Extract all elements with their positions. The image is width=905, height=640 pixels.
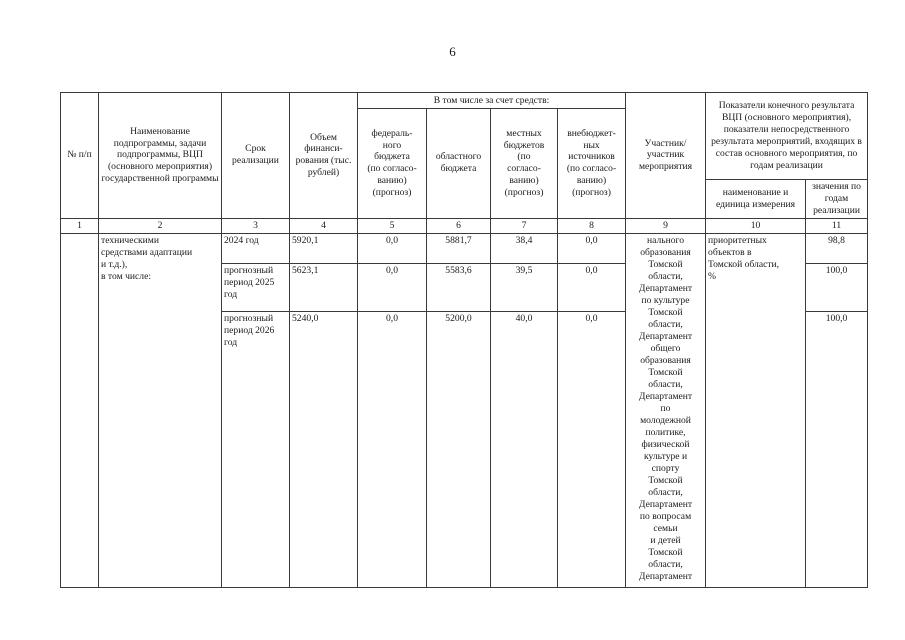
header-indicators-group: Показатели конечного результата ВЦП (основного мероприятия), показатели непосредственного результата мероприятий, входящих в состав основного мероприятия, по годам реализации xyxy=(706,93,868,180)
column-number: 9 xyxy=(626,218,706,233)
header-regional: областного бюджета xyxy=(427,109,491,219)
regional-cell: 5881,7 xyxy=(427,233,491,263)
header-federal: федераль- ного бюджета (по согласо- ванию) (прогноз) xyxy=(358,109,427,219)
row-number-cell xyxy=(61,233,99,587)
extrabudget-cell: 0,0 xyxy=(558,263,626,311)
indicator-value-cell: 98,8 xyxy=(806,233,868,263)
column-number: 11 xyxy=(806,218,868,233)
header-name: Наименование подпрограммы, задачи подпрограммы, ВЦП (основного мероприятия) государственной программы xyxy=(99,93,222,219)
extrabudget-cell: 0,0 xyxy=(558,311,626,587)
regional-cell: 5200,0 xyxy=(427,311,491,587)
column-number: 1 xyxy=(61,218,99,233)
column-number: 10 xyxy=(706,218,806,233)
column-number: 6 xyxy=(427,218,491,233)
header-sources-group: В том числе за счет средств: xyxy=(358,93,626,109)
federal-cell: 0,0 xyxy=(358,311,427,587)
period-cell: 2024 год xyxy=(222,233,290,263)
column-number: 7 xyxy=(491,218,558,233)
header-extrabudget: внебюджет- ных источников (по согласо- ванию) (прогноз) xyxy=(558,109,626,219)
header-number: № п/п xyxy=(61,93,99,219)
indicator-value-cell: 100,0 xyxy=(806,311,868,587)
local-cell: 38,4 xyxy=(491,233,558,263)
column-number: 2 xyxy=(99,218,222,233)
federal-cell: 0,0 xyxy=(358,233,427,263)
extrabudget-cell: 0,0 xyxy=(558,233,626,263)
participant-cell: нального образования Томской области, Департамент по культуре Томской области, Департамент общего образования Томской области, Департамент по молодежной политике, физической культуре и спорту Томской области, Департамент по вопросам семьи и детей Томской области, Департамент xyxy=(626,233,706,587)
column-number: 5 xyxy=(358,218,427,233)
header-local: местных бюджетов (по согласо- ванию) (прогноз) xyxy=(491,109,558,219)
local-cell: 40,0 xyxy=(491,311,558,587)
total-cell: 5920,1 xyxy=(290,233,358,263)
column-number: 3 xyxy=(222,218,290,233)
funding-table xyxy=(60,92,868,588)
column-number: 4 xyxy=(290,218,358,233)
header-indicator-values: значения по годам реализации xyxy=(806,180,868,219)
header-indicator-name: наименование и единица измерения xyxy=(706,180,806,219)
page-number: 6 xyxy=(449,44,456,59)
period-cell: прогнозный период 2026 год xyxy=(222,311,290,587)
header-participant: Участник/ участник мероприятия xyxy=(626,93,706,219)
column-number: 8 xyxy=(558,218,626,233)
regional-cell: 5583,6 xyxy=(427,263,491,311)
header-period: Срок реализации xyxy=(222,93,290,219)
indicator-name-cell: приоритетных объектов в Томской области, % xyxy=(706,233,806,587)
period-cell: прогнозный период 2025 год xyxy=(222,263,290,311)
header-total: Объем финанси-рования (тыс. рублей) xyxy=(290,93,358,219)
total-cell: 5240,0 xyxy=(290,311,358,587)
federal-cell: 0,0 xyxy=(358,263,427,311)
local-cell: 39,5 xyxy=(491,263,558,311)
indicator-value-cell: 100,0 xyxy=(806,263,868,311)
program-name-cell: техническими средствами адаптации и т.д.), в том числе: xyxy=(99,233,222,587)
total-cell: 5623,1 xyxy=(290,263,358,311)
